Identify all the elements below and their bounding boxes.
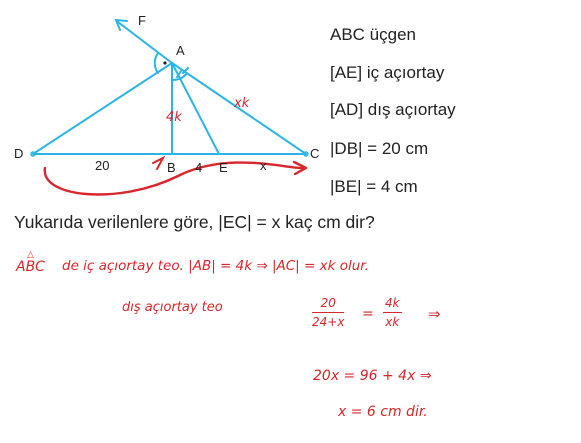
ray-AF	[118, 22, 172, 63]
handwritten-AB: 4k	[166, 110, 182, 125]
given-line-4: |DB| = 20 cm	[330, 139, 429, 158]
solution-line-1: de iç açıortay teo. |AB| = 4k ⇒ |AC| = xk olur.	[62, 258, 369, 274]
fraction-right-denominator: xk	[385, 315, 400, 329]
fraction-right	[383, 297, 402, 328]
fraction-right-numerator: 4k	[383, 297, 402, 313]
label-F: F	[138, 13, 146, 28]
solution-line-2-label: dış açıortay teo	[122, 300, 223, 315]
label-D: D	[14, 146, 24, 161]
angle-dot	[163, 61, 166, 64]
length-EC: x	[260, 158, 267, 173]
given-line-2: [AE] iç açıortay	[330, 63, 445, 82]
arrowhead-B	[153, 158, 163, 169]
label-B: B	[167, 160, 176, 175]
implies-arrow: ⇒	[428, 305, 441, 323]
length-DB: 20	[95, 158, 110, 173]
fraction-left-numerator: 20	[312, 297, 344, 313]
line-AD	[33, 63, 172, 154]
length-BE: 4	[195, 160, 203, 175]
angle-arc-left	[155, 53, 158, 73]
solution-triangle-label: ABC	[16, 259, 45, 275]
solution-line-3: 20x = 96 + 4x ⇒	[313, 368, 432, 384]
solution-triangle: △ ABC	[16, 250, 45, 275]
bisector-AE	[172, 63, 219, 154]
label-E: E	[219, 160, 228, 175]
given-line-5: |BE| = 4 cm	[330, 177, 418, 196]
given-line-1: ABC üçgen	[330, 25, 416, 44]
solution-line-4: x = 6 cm dir.	[338, 404, 428, 420]
handwritten-AC: xk	[234, 96, 250, 111]
fraction-left	[312, 297, 344, 328]
given-line-3: [AD] dış açıortay	[330, 100, 456, 119]
label-A: A	[176, 43, 185, 58]
question-text: Yukarıda verilenlere göre, |EC| = x kaç cm dir?	[14, 212, 375, 232]
fraction-equals: =	[362, 306, 374, 322]
label-C: C	[310, 146, 320, 161]
fraction-left-denominator: 24+x	[312, 315, 345, 329]
